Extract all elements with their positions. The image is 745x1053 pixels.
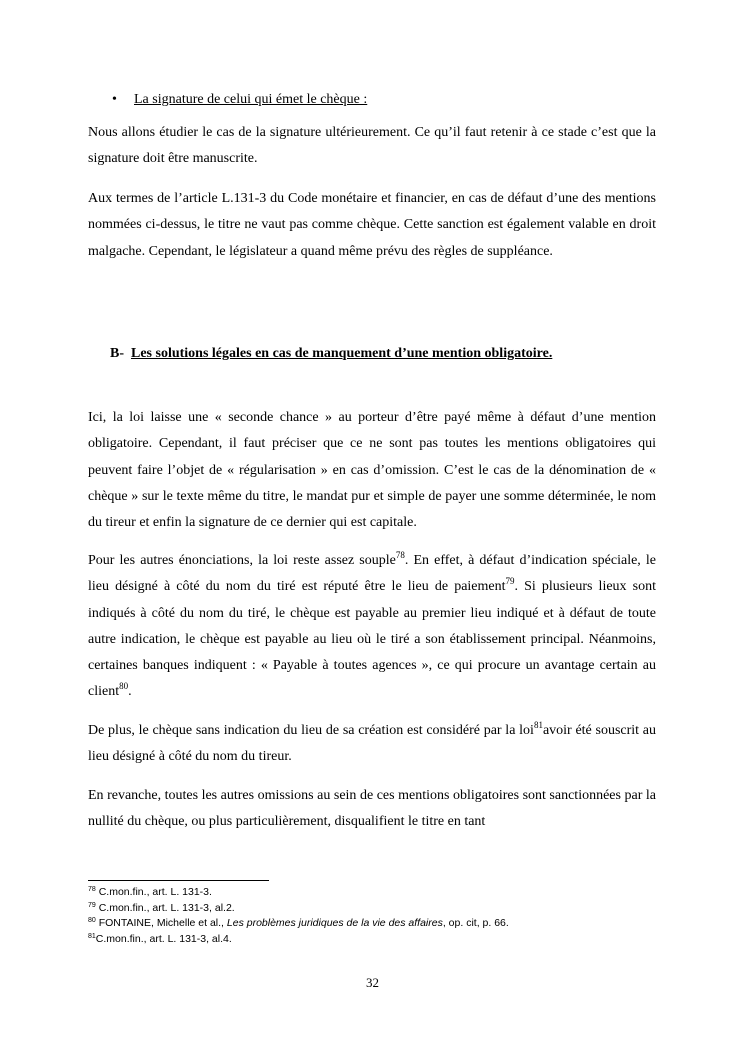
footnote-ref: 78 xyxy=(395,550,405,560)
footnote-ref: 79 xyxy=(505,576,515,587)
footnote-book-title: Les problèmes juridiques de la vie des affaires xyxy=(226,917,443,930)
section-number: B- xyxy=(110,346,124,361)
footnote xyxy=(88,901,509,917)
footnote-separator xyxy=(88,880,269,881)
footnotes xyxy=(88,885,509,948)
text-span: . Si plusieurs lieux sont indiqués à côté du nom du tiré, le chèque est payable au premier lieu indiqué et à défaut de toute autre indication, le chèque est payable au lieu où le tiré a son établissement principal. Néanmoins, certaines banques indiquent : « Payable à toutes agences », ce qui procure un avantage certain au client xyxy=(88,579,656,700)
footnote-text: C.mon.fin., art. L. 131-3. xyxy=(95,886,212,898)
section-title: Les solutions légales en cas de manquement d’une mention obligatoire. xyxy=(131,346,553,361)
footnote-text: C.mon.fin., art. L. 131-3, al.2. xyxy=(95,901,235,914)
paragraph xyxy=(88,718,656,771)
paragraph: En revanche, toutes les autres omissions au sein de ces mentions obligatoires sont sanctionnées par la nullité du chèque, ou plus particulièrement, disqualifient le titre en tant xyxy=(88,788,656,830)
bullet-text: La signature de celui qui émet le chèque : xyxy=(134,92,368,107)
bullet-item xyxy=(112,88,367,112)
footnote-number: 78 xyxy=(88,886,96,893)
footnote-ref: 81 xyxy=(533,720,543,730)
footnote xyxy=(88,916,509,932)
footnote-number: 80 xyxy=(88,917,96,925)
text-span: . En effet, à défaut d’indication spéciale, le lieu désigné à côté du nom du tiré est réputé être le lieu de paiement xyxy=(88,553,656,595)
section-heading xyxy=(110,342,552,366)
footnote-text: FONTAINE, Michelle et al., xyxy=(95,917,227,930)
footnote-number: 81 xyxy=(88,933,96,941)
text-span: De plus, le chèque sans indication du lieu de sa création est considéré par la loi xyxy=(88,723,534,738)
footnote xyxy=(88,885,509,901)
text-span: Pour les autres énonciations, la loi reste assez souple xyxy=(88,553,396,568)
footnote-text: C.mon.fin., art. L. 131-3, al.4. xyxy=(95,933,232,946)
paragraph xyxy=(88,548,656,706)
paragraph: Nous allons étudier le cas de la signature ultérieurement. Ce qu’il faut retenir à ce stade c’est que la signature doit être manuscrite. xyxy=(88,125,656,167)
text-span: . xyxy=(128,684,132,700)
footnote-number: 79 xyxy=(88,901,96,909)
paragraph: Aux termes de l’article L.131-3 du Code monétaire et financier, en cas de défaut d’une des mentions nommées ci-dessus, le titre ne vaut pas comme chèque. Cette sanction est également valable en droit malgache. Cependant, le législateur a quand même prévu des règles de suppléance. xyxy=(88,191,656,259)
page-number: 32 xyxy=(366,975,379,990)
bullet-icon: • xyxy=(112,92,117,107)
footnote-ref: 80 xyxy=(119,681,129,692)
footnote xyxy=(88,932,509,948)
paragraph: Ici, la loi laisse une « seconde chance » au porteur d’être payé même à défaut d’une mention obligatoire. Cependant, il faut préciser que ce ne sont pas toutes les mentions obligatoires qui peuvent faire l’objet de « régularisation » en cas d’omission. C’est le cas de la dénomination de « chèque » sur le texte même du titre, le mandat pur et simple de payer une somme déterminée, le nom du tireur et enfin la signature de ce dernier qui est capitale. xyxy=(88,410,656,531)
footnote-text: , op. cit, p. 66. xyxy=(442,917,509,930)
text-span: avoir été souscrit au lieu désigné à côté du nom du tireur. xyxy=(88,723,656,765)
